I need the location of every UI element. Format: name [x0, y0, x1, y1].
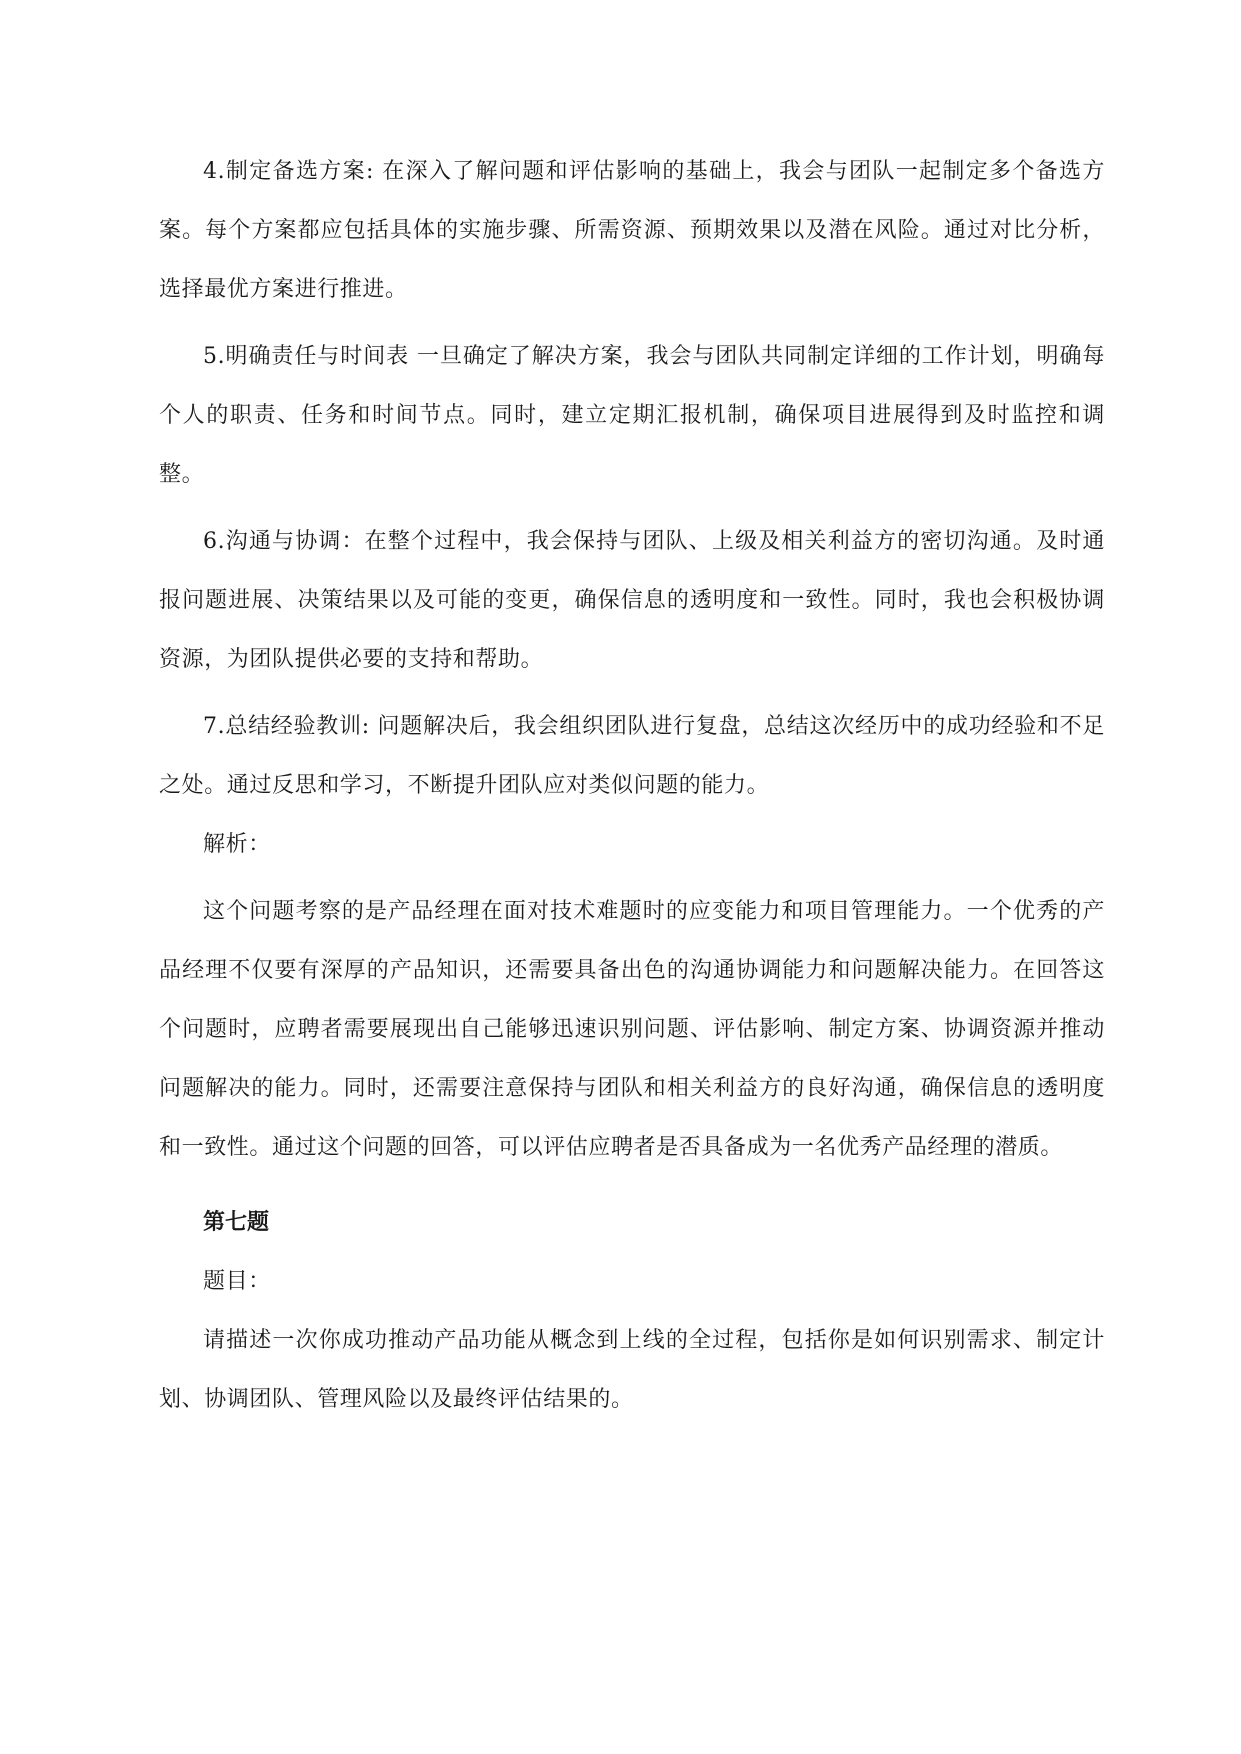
- question-text: 请描述一次你成功推动产品功能从概念到上线的全过程，包括你是如何识别需求、制定计划、协调团队、管理风险以及最终评估结果的。: [159, 1328, 1105, 1412]
- paragraph-responsibility-timeline: 5.明确责任与时间表 一旦确定了解决方案，我会与团队共同制定详细的工作计划，明确每个人的职责、任务和时间节点。同时，建立定期汇报机制，确保项目进展得到及时监控和调整。: [159, 344, 1105, 487]
- paragraph-alternative-plans: 4.制定备选方案: 在深入了解问题和评估影响的基础上，我会与团队一起制定多个备选方案。每个方案都应包括具体的实施步骤、所需资源、预期效果以及潜在风险。通过对比分析，选择最优方案进行推进。: [159, 159, 1105, 302]
- analysis-label: 解析：: [203, 832, 271, 857]
- paragraph-lessons-learned: 7.总结经验教训: 问题解决后，我会组织团队进行复盘，总结这次经历中的成功经验和不足之处。通过反思和学习，不断提升团队应对类似问题的能力。: [159, 714, 1105, 798]
- question-label: 题目：: [203, 1269, 271, 1294]
- paragraph-analysis: 这个问题考察的是产品经理在面对技术难题时的应变能力和项目管理能力。一个优秀的产品经理不仅要有深厚的产品知识，还需要具备出色的沟通协调能力和问题解决能力。在回答这个问题时，应聘者需要展现出自己能够迅速识别问题、评估影响、制定方案、协调资源并推动问题解决的能力。同时，还需要注意保持与团队和相关利益方的良好沟通，确保信息的透明度和一致性。通过这个问题的回答，可以评估应聘者是否具备成为一名优秀产品经理的潜质。: [159, 899, 1105, 1160]
- paragraph-communication: 6.沟通与协调：在整个过程中，我会保持与团队、上级及相关利益方的密切沟通。及时通报问题进展、决策结果以及可能的变更，确保信息的透明度和一致性。同时，我也会积极协调资源，为团队提供必要的支持和帮助。: [159, 529, 1105, 672]
- document-body: [159, 142, 1105, 1429]
- section-heading: 第七题: [203, 1210, 270, 1235]
